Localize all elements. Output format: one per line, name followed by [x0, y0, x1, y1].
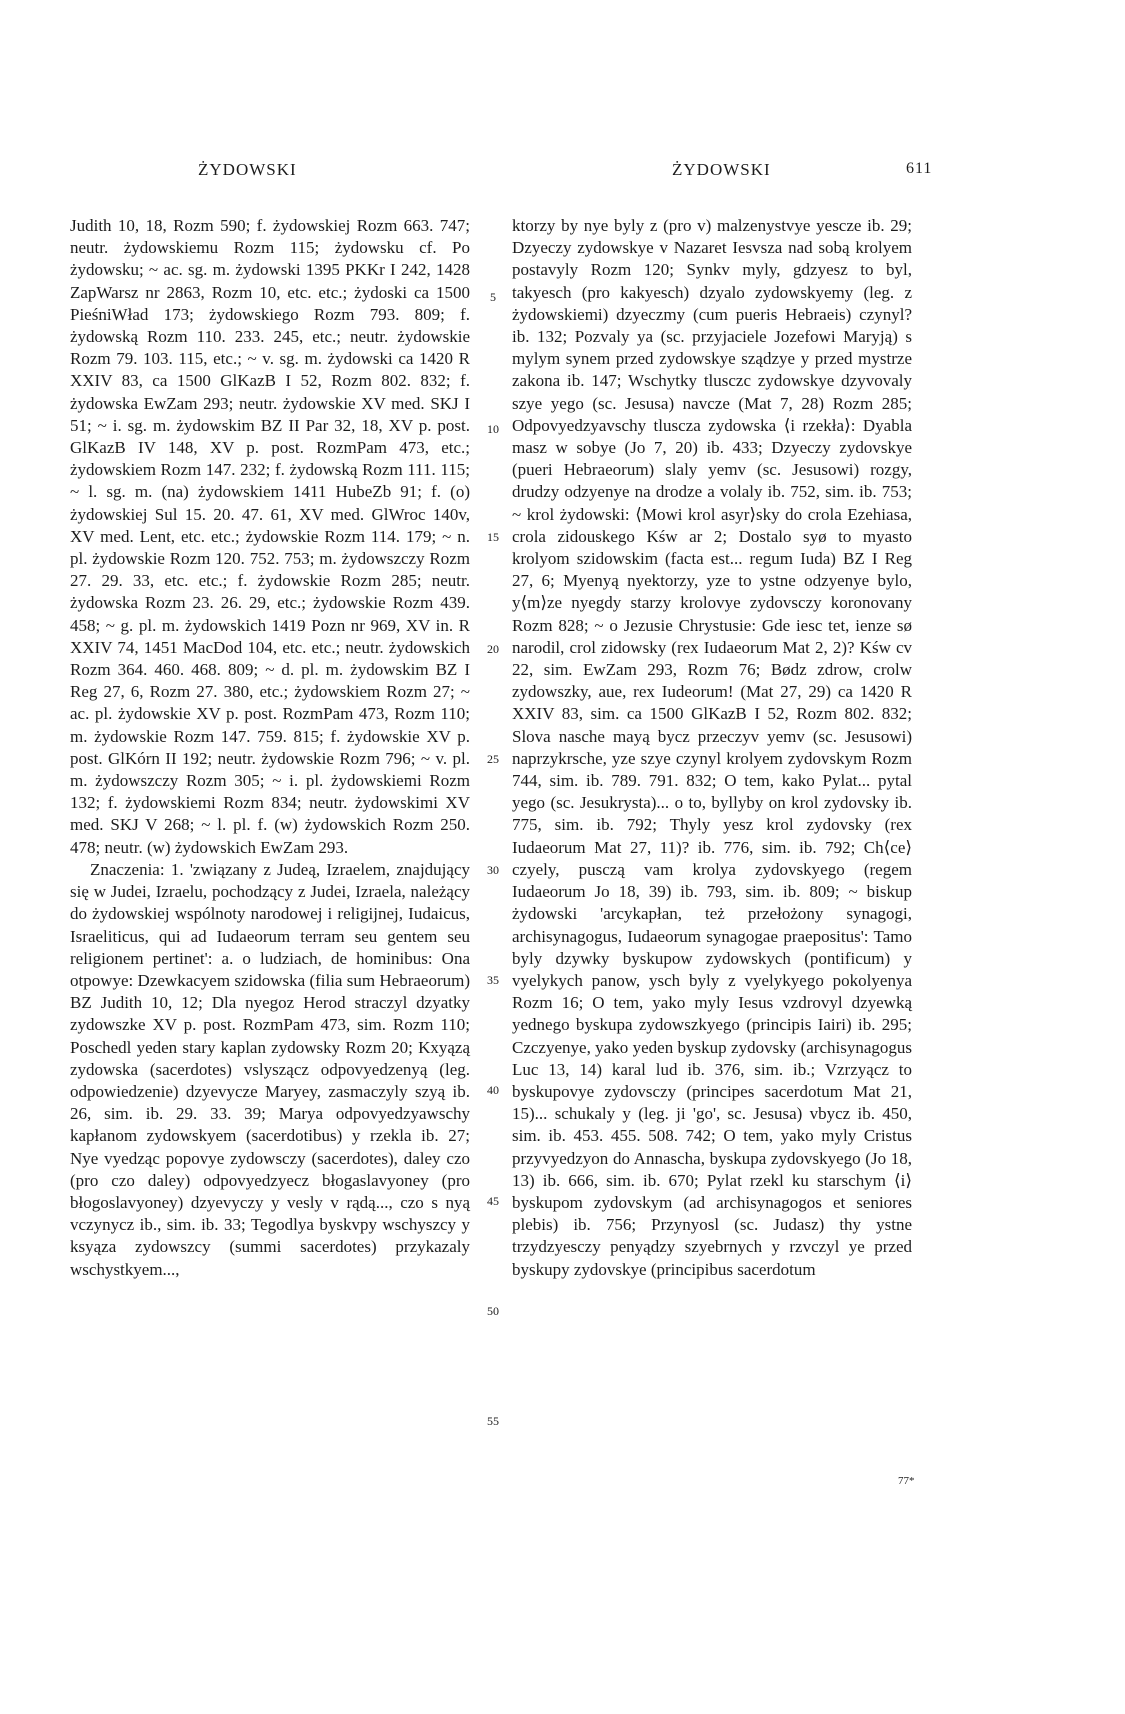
line-number: 35	[487, 973, 499, 987]
line-number: 5	[490, 290, 496, 304]
running-head-left: ŻYDOWSKI	[198, 160, 297, 179]
right-column	[512, 215, 912, 1281]
right-paragraph: ktorzy by nye byly z (pro v) malzenystvye yescze ib. 29; Dzyeczy zydowskye v Nazaret Iesvsza nad sobą krolyem postavyly Rozm 120; Synkv myly, gdzyesz to byl, takyesch (pro kakyesch) dzyalo zydowskyemy (leg. z żydowskiemi) dzyeczmy (cum pueris Hebraeis) czynyl? ib. 132; Pozvaly ya (sc. przyjaciele Jozefowi Maryją) s mylym synem przed zydowskye sządzye y przed mystrze zakona ib. 147; Wschytky tlusczc zydowskye dzyvovaly szye yego (sc. Jesusa) navcze (Mat 7, 28) Rozm 285; Odpovyedzyavschy tluscza zydowska ⟨i rzekła⟩: Dyabla masz w sobye (Jo 7, 20) ib. 433; Dzyeczy zydovskye (pueri Hebraeorum) slaly yemv (sc. Jesusowi) rozgy, drudzy odzyenye na drodze a volaly ib. 752, sim. ib. 753; ~ krol żydowski: ⟨Mowi krol asyr⟩sky do crola Ezehiasa, crola zidouskego Kśw ar 2; Dostalo syø to myasto krolyom szidowskim (facta est... regum Iuda) BZ I Reg 27, 6; Myenyą nyektorzy, yze to ystne odzyenye bylo, y⟨m⟩ze nyegdy starzy krolovye zydovsczy koronovany Rozm 828; ~ o Jezusie Chrystusie: Gde iesc tet, ienze sø narodil, crol zidowsky (rex Iudaeorum Mat 2, 2)? Kśw cv 22, sim. EwZam 293, Rozm 76; Bødz zdrow, crolw zydowszky, aue, rex Iudeorum! (Mat 27, 29) ca 1420 R XXIV 83, sim. ca 1500 GlKazB I 52, Rozm 802. 832; Slova nasche mayą bycz przeczyv yemv (sc. Jesusowi) naprzykrsche, yze szye czynyl krolyem zydovskym Rozm 744, sim. ib. 789. 791. 832; O tem, kako Pylat... pytal yego (sc. Jesukrysta)... o to, byllyby on krol zydovsky ib. 775, sim. ib. 792; Thyly yesz krol zydovsky (rex Iudaeorum Mat 27, 11)? ib. 776, sim. ib. 792; Ch⟨ce⟩czyely, pusczą vam krolya zydovskyego (regem Iudaeorum Jo 18, 39) ib. 793, sim. ib. 809; ~ biskup żydowski 'arcykapłan, też przełożony synagogi, archisynagogus, Iudaeorum synagogae praepositus': Tamo byly dzywky byskupow zydowskych (pontificum) y vyelykych panow, ysch byly z vyelykyego pokolyenya Rozm 16; O tem, yako myly Iesus vzdrovyl dzyewką yednego byskupa zydowszkyego (principis Iairi) ib. 295; Czczyenye, yako yeden byskup zydovsky (archisynagogus Luc 13, 14) karal lud ib. 376, sim. ib.; Vzrzyącz to byskupovye zydovsczy (principes sacerdotum Mat 21, 15)... schukaly y (leg. ji 'go', sc. Jesusa) vbycz ib. 450, sim. ib. 453. 455. 508. 742; O tem, yako myly Cristus przyvyedzyon do Annascha, byskupa zydovskyego (Jo 18, 13) ib. 666, sim. ib. 670; Pylat rzekl ku starschym ⟨i⟩ byskupom zydovskym (ad archisynagogos et seniores plebis) ib. 756; Przynyosl (sc. Judasz) thy ystne trzydzyesczy penyądzy szyebrnych y rzvczyl ye przed byskupy zydovskye (principibus sacerdotum	[512, 216, 912, 1279]
running-head-right: ŻYDOWSKI	[672, 160, 771, 179]
line-number: 30	[487, 863, 499, 877]
line-number: 50	[487, 1304, 499, 1318]
page-number: 611	[906, 160, 933, 177]
line-number: 15	[487, 530, 499, 544]
line-number: 20	[487, 642, 499, 656]
left-column	[70, 215, 470, 1281]
line-number: 40	[487, 1083, 499, 1097]
left-paragraph-meanings: Znaczenia: 1. 'związany z Judeą, Izraelem, znajdujący się w Judei, Izraelu, pochodzący z Judei, Izraela, należący do żydowskiej wspólnoty narodowej i religijnej, Iudaicus, Israeliticus, qui ad Iudaeorum terram seu gentem seu religionem pertinet': a. o ludziach, de hominibus: Ona otpowye: Dzewkacyem szidowska (filia sum Hebraeorum) BZ Judith 10, 12; Dla nyegoz Herod straczyl dzyatky zydowszke XV p. post. RozmPam 473, sim. Rozm 110; Poschedl yeden stary kaplan zydowsky Rozm 20; Kxyązą zydowska (sacerdotes) vslyszącz odpovyedzenyą (leg. odpowiedzenie) dzyevycze Maryey, zasmaczyly szyą ib. 26, sim. ib. 29. 33. 39; Marya odpovyedzyawschy kapłanom zydowskyem (sacerdotibus) y rzekla ib. 27; Nye vyedząc popovye zydowsczy (sacerdotes), daley czo (pro czo daley) odpovyedzyecz błogaslavyoney (pro błogoslavyoney) dzyevyczy y vesly v rądą..., czo s nyą vczynycz ib., sim. ib. 33; Tegodlya byskvpy wschyszcy y ksyąza zydowszcy (summi sacerdotes) przykazaly wschystkyem...,	[70, 859, 470, 1279]
left-paragraph-forms: Judith 10, 18, Rozm 590; f. żydowskiej Rozm 663. 747; neutr. żydowskiemu Rozm 115; żydowsku cf. Po żydowsku; ~ ac. sg. m. żydowski 1395 PKKr I 242, 1428 ZapWarsz nr 2863, Rozm 10, etc. etc.; żydoski ca 1500 PieśniWład 173; żydowskiego Rozm 793. 809; f. żydowską Rozm 110. 233. 245, etc.; neutr. żydowskie Rozm 79. 103. 115, etc.; ~ v. sg. m. żydowski ca 1420 R XXIV 83, ca 1500 GlKazB I 52, Rozm 802. 832; f. żydowska EwZam 293; neutr. żydowskie XV med. SKJ I 51; ~ i. sg. m. żydowskim BZ II Par 32, 18, XV p. post. GlKazB IV 148, XV p. post. RozmPam 473, etc.; żydowskiem Rozm 147. 232; f. żydowską Rozm 111. 115; ~ l. sg. m. (na) żydowskiem 1411 HubeZb 91; f. (o) żydowskiej Sul 15. 20. 47. 61, XV med. GlWroc 140v, XV med. Lent, etc. etc.; żydowskie Rozm 114. 179; ~ n. pl. żydowskie Rozm 120. 752. 753; m. żydowszczy Rozm 27. 29. 33, etc. etc.; f. żydowskie Rozm 285; neutr. żydowska Rozm 23. 26. 29, etc.; żydowskie Rozm 439. 458; ~ g. pl. m. żydowskich 1419 Pozn nr 969, XV in. R XXIV 74, 1451 MacDod 104, etc. etc.; neutr. żydowskich Rozm 364. 460. 468. 809; ~ d. pl. m. żydowskim BZ I Reg 27, 6, Rozm 27. 380, etc.; żydowskiem Rozm 27; ~ ac. pl. żydowskie XV p. post. RozmPam 473, Rozm 110; m. żydowskie Rozm 147. 759. 815; f. żydowskie XV p. post. GlKórn II 192; neutr. żydowskie Rozm 796; ~ v. pl. m. żydowszczy Rozm 305; ~ i. pl. żydowskiemi Rozm 132; f. żydowskiemi Rozm 834; neutr. żydowskimi XV med. SKJ V 268; ~ l. pl. f. (w) żydowskich Rozm 250. 478; neutr. (w) żydowskich EwZam 293.	[70, 216, 470, 857]
line-number: 10	[487, 422, 499, 436]
line-number: 55	[487, 1414, 499, 1428]
signature-mark: 77*	[898, 1475, 915, 1487]
line-number: 45	[487, 1194, 499, 1208]
line-number: 25	[487, 752, 499, 766]
